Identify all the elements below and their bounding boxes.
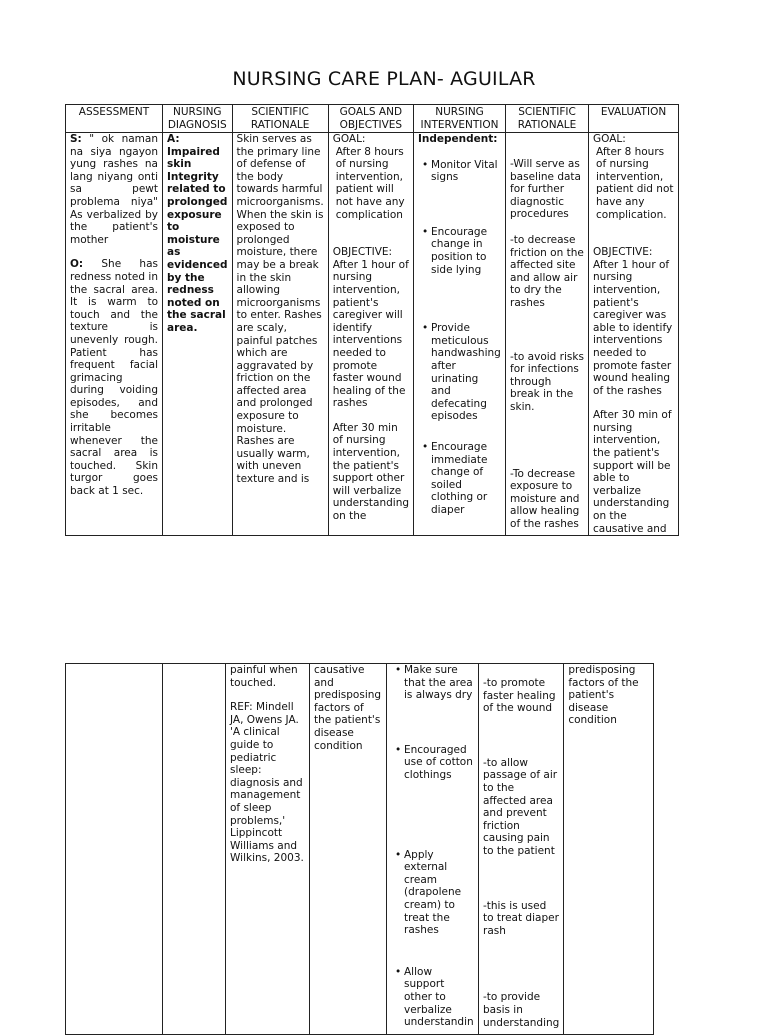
- int-rationale-6: -to allow passage of air to the affected area and prevent friction causing pain to the patient: [483, 756, 558, 857]
- rationale-cell-cont: [226, 664, 310, 1035]
- header-scientific-rationale-2: SCIENTIFIC RATIONALE: [506, 105, 589, 133]
- eval-objective-label: OBJECTIVE:: [593, 246, 653, 259]
- header-scientific-rationale: SCIENTIFIC RATIONALE: [232, 105, 328, 133]
- header-goals-objectives: GOALS AND OBJECTIVES: [328, 105, 413, 133]
- goal-text: After 8 hours of nursing intervention, patient will not have any complication: [335, 145, 405, 221]
- intervention-rationale-cell: [506, 133, 589, 536]
- header-evaluation: EVALUATION: [589, 105, 679, 133]
- assessment-cell: [66, 133, 163, 536]
- eval-goal-label: GOAL:: [593, 133, 626, 145]
- evaluation-cell-cont: [564, 664, 654, 1035]
- intervention-rationale-cell-cont: [479, 664, 564, 1035]
- evaluation-continued: predisposing factors of the patient's disease condition: [568, 664, 639, 727]
- int-rationale-4: -To decrease exposure to moisture and allow healing of the rashes: [510, 467, 580, 530]
- diagnosis-text: A: Impaired skin Integrity related to prolonged exposure to moisture as evidenced by the redness noted on the sacral area.: [167, 133, 228, 334]
- rationale-text: Skin serves as the primary line of defense of the body towards harmful microorganisms. When the skin is exposed to prolonged moisture, there may be a break in the skin allowing microorganisms to enter. Rashes are scaly, painful patches which are aggravated by friction on the affected area and prolonged exposure to moisture. Rashes are usually warm, with uneven texture and is: [236, 133, 324, 486]
- int-rationale-2: -to decrease friction on the affected site and allow air to dry the rashes: [510, 233, 584, 309]
- eval-goal-text: After 8 hours of nursing intervention, patient did not have any complication.: [596, 145, 674, 221]
- list-item: • Allow support other to verbalize understandin: [391, 966, 474, 1029]
- subjective-text: " ok naman na siya ngayon yung rashes na lang niyang onti sa pewt problema niya" As verbalized by the patient's mother: [70, 133, 158, 246]
- list-item: • Provide meticulous handwashing after urinating and defecating episodes: [418, 322, 501, 423]
- int-rationale-5: -to promote faster healing of the wound: [483, 677, 556, 715]
- int-rationale-3: -to avoid risks for infections through break in the skin.: [510, 350, 584, 413]
- objective-label: OBJECTIVE:: [332, 246, 393, 259]
- care-plan-table-page-1: [65, 104, 679, 536]
- diagnosis-cell-cont: [163, 664, 226, 1035]
- care-plan-table-page-2: [65, 663, 654, 1035]
- goals-continued: causative and predisposing factors of the patient's disease condition: [314, 664, 382, 752]
- table-header-row: [66, 105, 679, 133]
- goals-cell: [328, 133, 413, 536]
- list-item: • Apply external cream (drapolene cream) to treat the rashes: [391, 849, 474, 937]
- objective-data-label: O:: [70, 258, 84, 271]
- header-nursing-intervention: NURSING INTERVENTION: [414, 105, 506, 133]
- intervention-cell-cont: [387, 664, 479, 1035]
- goal-label: GOAL:: [332, 133, 366, 145]
- list-item: • Encouraged use of cotton clothings: [391, 744, 474, 782]
- objective-text-2: After 30 min of nursing intervention, the patient's support other will verbalize understanding on the: [332, 421, 410, 523]
- eval-objective-text-2: After 30 min of nursing intervention, the patient's support will be able to verbalize understanding on the causative and: [593, 409, 672, 535]
- int-rationale-7: -this is used to treat diaper rash: [483, 899, 559, 937]
- assessment-cell-cont: [66, 664, 163, 1035]
- int-rationale-8: -to provide basis in understanding: [483, 991, 560, 1029]
- intervention-list: [418, 159, 501, 517]
- page-title: NURSING CARE PLAN- AGUILAR: [232, 68, 536, 90]
- list-item: • Encourage immediate change of soiled clothing or diaper: [418, 441, 501, 517]
- list-item: • Make sure that the area is always dry: [391, 664, 474, 702]
- objective-data-text: She has redness noted in the sacral area. It is warm to touch and the texture is unevenly rough. Patient has frequent facial grimacing during voiding episodes, and she becomes irritable whenever the sacral area is touched. Skin turgor goes back at 1 sec.: [70, 258, 158, 498]
- diagnosis-cell: [163, 133, 233, 536]
- list-item: • Encourage change in position to side lying: [418, 226, 501, 276]
- intervention-list: [391, 664, 474, 1029]
- int-rationale-1: -Will serve as baseline data for further diagnostic procedures: [510, 158, 581, 221]
- eval-objective-text: After 1 hour of nursing intervention, patient's caregiver was able to identify interventions needed to promote faster wound healing of the rashes: [593, 258, 673, 397]
- rationale-cell: [232, 133, 328, 536]
- goals-cell-cont: [310, 664, 387, 1035]
- header-nursing-diagnosis: NURSING DIAGNOSIS: [163, 105, 233, 133]
- evaluation-cell: [589, 133, 679, 536]
- table-row: [66, 133, 679, 536]
- reference: REF: Mindell JA, Owens JA. 'A clinical guide to pediatric sleep: diagnosis and management of sleep problems,' Lippincott Williams and Wilkins, 2003.: [230, 701, 304, 865]
- intervention-cell: [414, 133, 506, 536]
- independent-heading: Independent:: [418, 133, 498, 145]
- table-row: [66, 664, 654, 1035]
- rationale-continued: painful when touched.: [230, 664, 298, 689]
- objective-text: After 1 hour of nursing intervention, patient's caregiver will identify interventions needed to promote faster wound healing of the rashes: [332, 258, 409, 410]
- header-assessment: ASSESSMENT: [66, 105, 163, 133]
- list-item: • Monitor Vital signs: [418, 159, 501, 184]
- subjective-label: S:: [70, 133, 82, 145]
